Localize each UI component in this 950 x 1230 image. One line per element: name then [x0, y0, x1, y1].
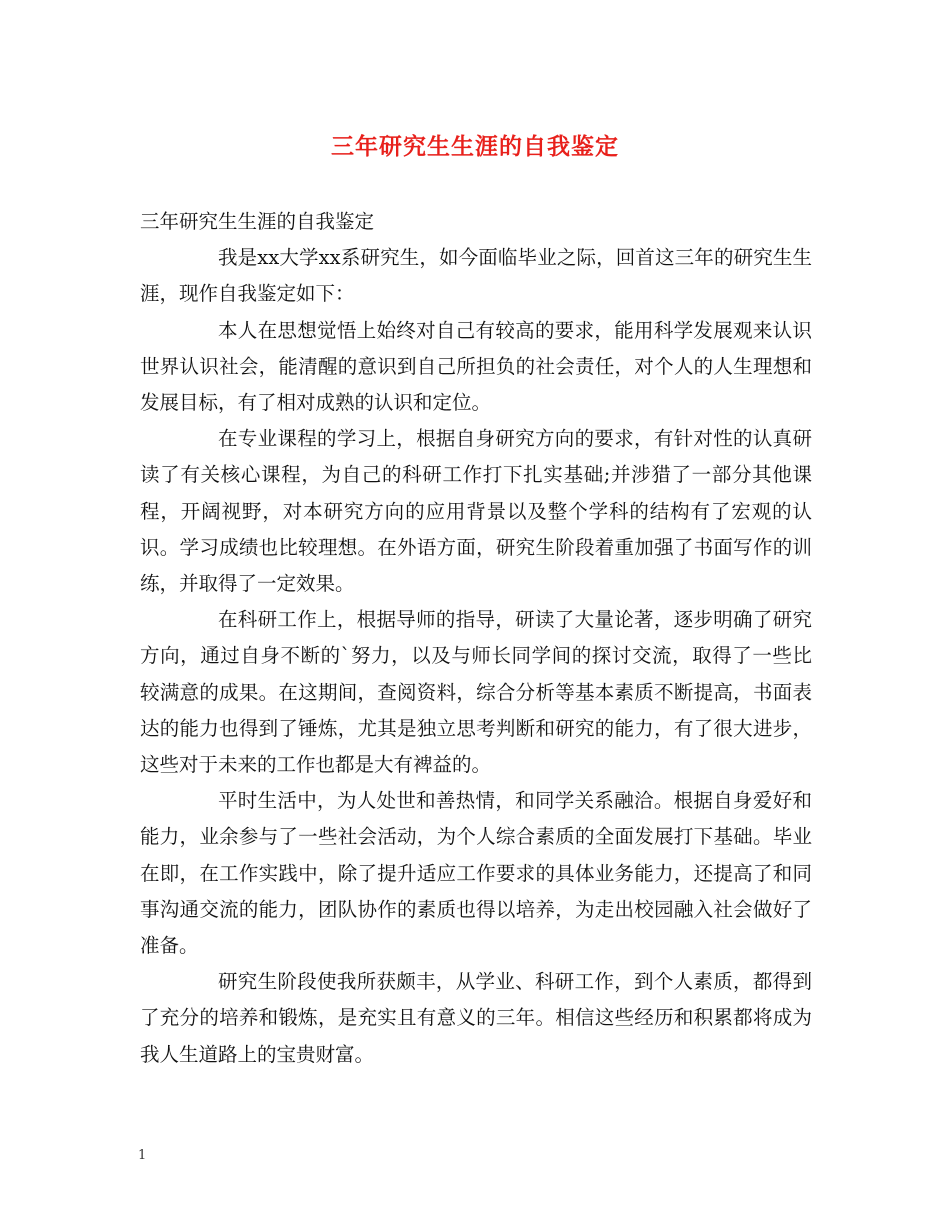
document-subtitle: 三年研究生生涯的自我鉴定: [140, 210, 375, 233]
paragraph-coursework: 在专业课程的学习上，根据自身研究方向的要求，有针对性的认真研读了有关核心课程，为自己的科研工作打下扎实基础;并涉猎了一部分其他课程，开阔视野，对本研究方向的应用背景以及整个学科的结构有了宏观的认识。学习成绩也比较理想。在外语方面，研究生阶段着重加强了书面写作的训练，并取得了一定效果。: [140, 427, 812, 596]
document-title: 三年研究生生涯的自我鉴定: [331, 133, 619, 160]
page-number: 1: [138, 1148, 147, 1163]
paragraph-research: 在科研工作上，根据导师的指导，研读了大量论著，逐步明确了研究方向，通过自身不断的`努力，以及与师长同学间的探讨交流，取得了一些比较满意的成果。在这期间，查阅资料，综合分析等基本素质不断提高，书面表达的能力也得到了锤炼，尤其是独立思考判断和研究的能力，有了很大进步，这些对于未来的工作也都是大有裨益的。: [140, 608, 812, 777]
paragraph-intro: 我是xx大学xx系研究生，如今面临毕业之际，回首这三年的研究生生涯，现作自我鉴定如下：: [140, 246, 812, 306]
paragraph-ideology: 本人在思想觉悟上始终对自己有较高的要求，能用科学发展观来认识世界认识社会，能清醒的意识到自己所担负的社会责任，对个人的人生理想和发展目标，有了相对成熟的认识和定位。: [140, 318, 812, 415]
paragraph-daily-life: 平时生活中，为人处世和善热情，和同学关系融洽。根据自身爱好和能力，业余参与了一些社会活动，为个人综合素质的全面发展打下基础。毕业在即，在工作实践中，除了提升适应工作要求的具体业务能力，还提高了和同事沟通交流的能力，团队协作的素质也得以培养，为走出校园融入社会做好了准备。: [140, 789, 812, 958]
document-body: [140, 204, 812, 1073]
paragraph-conclusion: 研究生阶段使我所获颇丰，从学业、科研工作，到个人素质，都得到了充分的培养和锻炼，是充实且有意义的三年。相信这些经历和积累都将成为我人生道路上的宝贵财富。: [140, 970, 812, 1066]
